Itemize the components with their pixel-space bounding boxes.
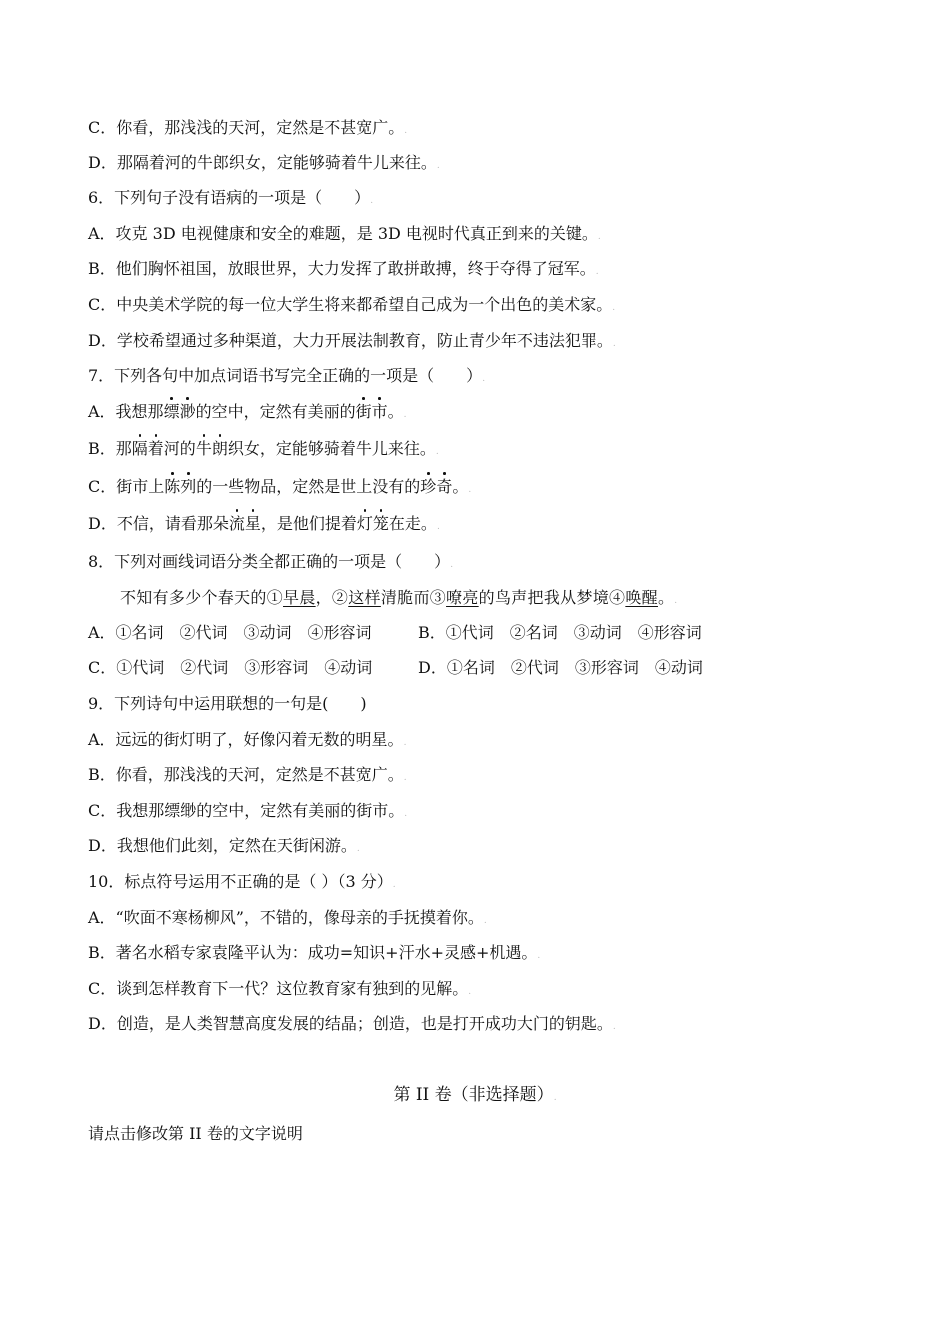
q8-option-d: D．①名词 ②代词 ③形容词 ④动词 <box>418 658 703 677</box>
dotted-char: 朗 <box>211 439 228 458</box>
underlined-word: 唤醒 <box>625 588 658 607</box>
dotted-char: 珍 <box>420 477 437 496</box>
dotted-char: 街 <box>355 402 372 421</box>
q8-option-c: C．①代词 ②代词 ③形容词 ④动词 <box>88 658 373 677</box>
q6-option-c: C．中央美术学院的每一位大学生将来都希望自己成为一个出色的美术家。. <box>88 295 616 314</box>
q9-option-a: A．远远的街灯明了，好像闪着无数的明星。. <box>88 730 407 749</box>
q6-option-a: A．攻克 3D 电视健康和安全的难题，是 3D 电视时代真正到来的关键。. <box>88 224 601 243</box>
section-ii-note: 请点击修改第 II 卷的文字说明 <box>88 1124 303 1143</box>
q7-stem: 7．下列各句中加点词语书写完全正确的一项是（ ）. <box>88 366 486 385</box>
q6-option-b: B．他们胸怀祖国，放眼世界，大力发挥了敢拼敢搏，终于夺得了冠军。. <box>88 259 599 278</box>
q8-passage: 不知有多少个春天的①早晨，②这样清脆而③嘹亮的鸟声把我从梦境④唤醒。. <box>120 588 678 607</box>
q8-option-b: B．①代词 ②名词 ③动词 ④形容词 <box>418 623 702 642</box>
dotted-char: 牛 <box>195 439 212 458</box>
dotted-char: 缥 <box>163 402 180 421</box>
q10-option-c: C．谈到怎样教育下一代？这位教育家有独到的见解。. <box>88 979 472 998</box>
dotted-char: 笼 <box>372 514 389 533</box>
dotted-char: 流 <box>228 514 245 533</box>
q7-option-a: A．我想那缥渺的空中，定然有美丽的街市。. <box>88 402 407 421</box>
q9-option-d: D．我想他们此刻，定然在天街闲游。. <box>88 836 360 855</box>
dotted-char: 星 <box>244 514 261 533</box>
dotted-char: 渺 <box>179 402 196 421</box>
dotted-char: 灯 <box>356 514 373 533</box>
q8-option-a: A．①名词 ②代词 ③动词 ④形容词 <box>88 623 372 642</box>
dotted-char: 陈 <box>164 477 181 496</box>
q7-option-b: B．那隔着河的牛朗织女，定能够骑着牛儿来往。. <box>88 439 439 458</box>
q9-option-b: B．你看，那浅浅的天河，定然是不甚宽广。. <box>88 765 407 784</box>
q5-option-c: C．你看，那浅浅的天河，定然是不甚宽广。. <box>88 118 408 137</box>
q7-option-c: C．街市上陈列的一些物品，定然是世上没有的珍奇。. <box>88 477 472 496</box>
underlined-word: 早晨 <box>283 588 316 607</box>
q8-stem: 8．下列对画线词语分类全都正确的一项是（ ）. <box>88 552 454 571</box>
q10-option-a: A．“吹面不寒杨柳风”，不错的，像母亲的手抚摸着你。. <box>88 908 487 927</box>
q6-stem: 6．下列句子没有语病的一项是（ ）. <box>88 188 374 207</box>
q9-stem: 9．下列诗句中运用联想的一句是( ) <box>88 694 367 713</box>
q10-option-b: B．著名水稻专家袁隆平认为：成功=知识+汗水+灵感+机遇。. <box>88 943 541 962</box>
q5-option-d: D．那隔着河的牛郎织女，定能够骑着牛儿来往。. <box>88 153 440 172</box>
q6-option-d: D．学校希望通过多种渠道，大力开展法制教育，防止青少年不违法犯罪。. <box>88 331 616 350</box>
section-ii-title: 第 II 卷（非选择题）. <box>393 1085 557 1105</box>
dotted-char: 市 <box>371 402 388 421</box>
q10-option-d: D．创造，是人类智慧高度发展的结晶；创造，也是打开成功大门的钥匙。. <box>88 1014 616 1033</box>
q10-stem: 10．标点符号运用不正确的是（ ）（3 分）. <box>88 872 396 891</box>
dotted-char: 奇 <box>436 477 453 496</box>
dotted-char: 着 <box>147 439 164 458</box>
dotted-char: 列 <box>180 477 197 496</box>
underlined-word: 嘹亮 <box>446 588 479 607</box>
underlined-word: 这样 <box>348 588 381 607</box>
dotted-char: 隔 <box>131 439 148 458</box>
q7-option-d: D．不信，请看那朵流星，是他们提着灯笼在走。. <box>88 514 440 533</box>
q9-option-c: C．我想那缥缈的空中，定然有美丽的街市。. <box>88 801 408 820</box>
